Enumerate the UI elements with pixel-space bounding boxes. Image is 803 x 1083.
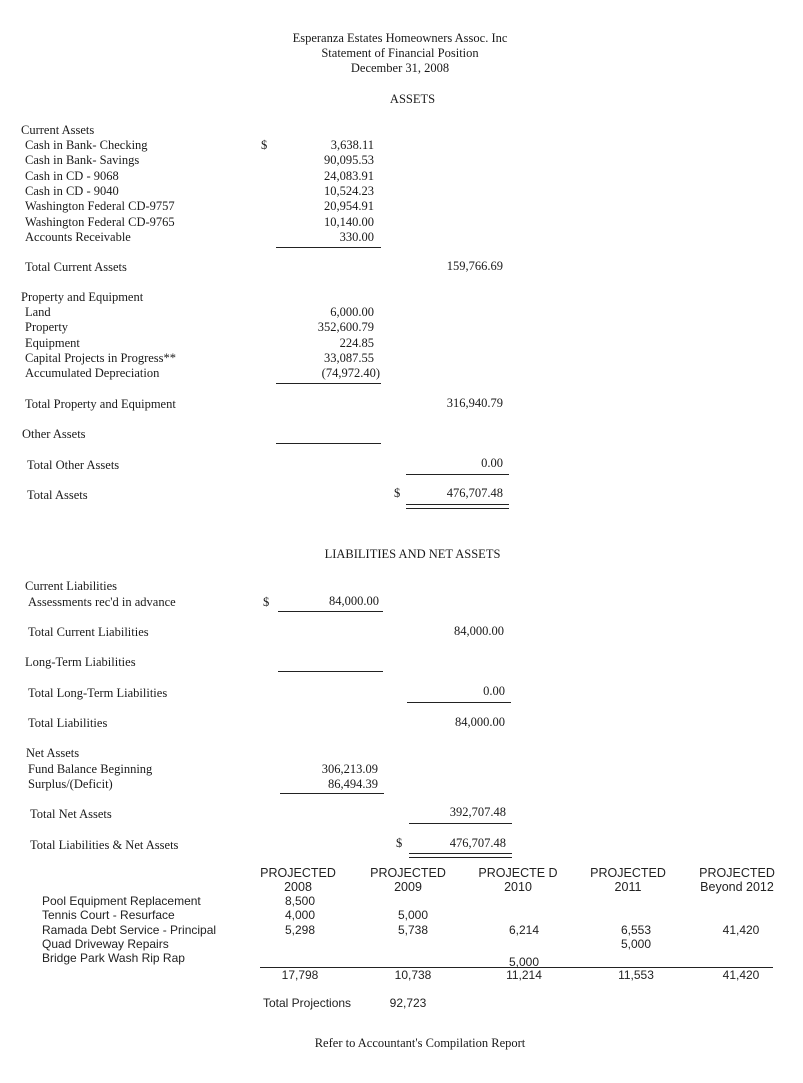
total-other-assets-value: 0.00 xyxy=(481,456,503,470)
projection-value: 5,000 xyxy=(508,955,540,970)
line-item-label: Cash in Bank- Checking xyxy=(25,138,148,152)
subtotal-rule xyxy=(276,383,381,384)
total-property-value: 316,940.79 xyxy=(446,396,503,410)
line-item-label: Capital Projects in Progress** xyxy=(25,350,177,365)
projections-total-rule xyxy=(260,967,773,968)
projection-column-total: 10,738 xyxy=(394,968,432,982)
line-item-amount: 330.00 xyxy=(339,229,374,244)
liabilities-heading: LIABILITIES AND NET ASSETS xyxy=(324,547,501,561)
line-item-label: Property xyxy=(25,320,69,335)
line-item-amount: 20,954.91 xyxy=(324,199,374,214)
total-long-term-value: 0.00 xyxy=(483,684,505,698)
projection-item-label: Ramada Debt Service - Principal xyxy=(42,922,217,937)
line-item-amount: 352,600.79 xyxy=(317,320,374,335)
grand-total-currency: $ xyxy=(396,836,403,850)
line-item-amount: 10,524.23 xyxy=(324,183,374,198)
total-property-label: Total Property and Equipment xyxy=(25,397,176,411)
subtotal-rule xyxy=(276,247,381,248)
subtotal-rule xyxy=(280,793,384,794)
line-item-amount: 224.85 xyxy=(339,335,374,350)
currency-symbol: $ xyxy=(261,138,268,152)
line-item-amount: 10,140.00 xyxy=(324,214,374,229)
column-header-line2: Beyond 2012 xyxy=(700,880,774,894)
grand-total-label: Total Liabilities & Net Assets xyxy=(30,838,179,852)
total-projections-label: Total Projections xyxy=(263,996,352,1010)
line-item-label: Washington Federal CD-9765 xyxy=(25,214,175,229)
total-rule xyxy=(406,474,509,475)
total-assets-label: Total Assets xyxy=(27,488,88,502)
total-assets-value: 476,707.48 xyxy=(446,486,503,500)
projection-column-total: 41,420 xyxy=(722,968,760,982)
total-rule xyxy=(409,823,512,824)
total-rule xyxy=(407,702,511,703)
line-item-label: Accounts Receivable xyxy=(25,229,131,244)
net-assets-label: Net Assets xyxy=(26,746,80,760)
projection-value: 5,738 xyxy=(397,922,429,937)
assets-heading: ASSETS xyxy=(389,92,436,106)
assessments-value: 84,000.00 xyxy=(329,594,379,608)
subtotal-rule xyxy=(276,443,381,444)
projection-value: 4,000 xyxy=(284,908,316,923)
projection-value: 41,420 xyxy=(722,922,760,937)
total-net-assets-label: Total Net Assets xyxy=(30,807,112,821)
projection-item-label: Quad Driveway Repairs xyxy=(42,936,169,951)
column-header-line1: PROJECTED xyxy=(370,866,446,880)
footer-note: Refer to Accountant's Compilation Report xyxy=(314,1036,526,1050)
long-term-liabilities-label: Long-Term Liabilities xyxy=(25,655,136,669)
total-liabilities-label: Total Liabilities xyxy=(28,716,108,730)
projection-value: 5,298 xyxy=(284,922,316,937)
column-header-line2: 2008 xyxy=(284,880,312,894)
column-header-line2: 2010 xyxy=(504,880,532,894)
line-item-label: Fund Balance Beginning xyxy=(28,762,153,776)
projection-column-total: 11,553 xyxy=(618,968,654,982)
line-item-label: Accumulated Depreciation xyxy=(25,366,160,381)
column-header-line1: PROJECTED xyxy=(590,866,666,880)
line-item-amount: (74,972.40) xyxy=(321,366,380,381)
line-item-label: Land xyxy=(25,305,51,319)
column-header-line1: PROJECTED xyxy=(260,866,336,880)
property-equipment-label: Property and Equipment xyxy=(21,290,144,304)
line-item-label: Cash in CD - 9068 xyxy=(25,168,119,183)
projection-value: 5,000 xyxy=(397,908,429,923)
total-current-assets-label: Total Current Assets xyxy=(25,260,127,274)
assessments-label: Assessments rec'd in advance xyxy=(28,595,176,609)
line-item-amount: 6,000.00 xyxy=(330,305,374,319)
org-name: Esperanza Estates Homeowners Assoc. Inc xyxy=(292,31,508,45)
column-header-line2: 2009 xyxy=(394,880,422,894)
subtotal-rule xyxy=(278,611,383,612)
projection-column-total: 17,798 xyxy=(281,968,319,982)
total-liabilities-value: 84,000.00 xyxy=(455,715,505,729)
line-item-label: Surplus/(Deficit) xyxy=(28,777,113,792)
total-other-assets-label: Total Other Assets xyxy=(27,458,120,472)
projection-item-label: Tennis Court - Resurface xyxy=(42,908,175,923)
projection-value: 6,553 xyxy=(620,922,652,937)
other-assets-label: Other Assets xyxy=(22,427,86,441)
statement-date: December 31, 2008 xyxy=(350,61,450,75)
line-item-label: Cash in Bank- Savings xyxy=(25,153,140,168)
total-current-liabilities-value: 84,000.00 xyxy=(454,624,504,638)
projection-item-label: Bridge Park Wash Rip Rap xyxy=(42,951,185,966)
total-net-assets-value: 392,707.48 xyxy=(449,805,506,819)
line-item-label: Washington Federal CD-9757 xyxy=(25,199,175,214)
projection-value: 5,000 xyxy=(620,936,652,951)
line-item-label: Cash in CD - 9040 xyxy=(25,183,119,198)
line-item-amount: 306,213.09 xyxy=(321,762,378,776)
subtotal-rule xyxy=(278,671,383,672)
projection-item-label: Pool Equipment Replacement xyxy=(42,894,201,908)
line-item-amount: 90,095.53 xyxy=(324,153,374,168)
column-header-line2: 2011 xyxy=(614,880,642,894)
statement-title: Statement of Financial Position xyxy=(321,46,479,60)
total-current-assets-value: 159,766.69 xyxy=(446,259,503,273)
total-projections-value: 92,723 xyxy=(389,996,427,1010)
column-header-line1: PROJECTE D xyxy=(478,866,558,880)
line-item-amount: 86,494.39 xyxy=(328,777,378,792)
current-liabilities-label: Current Liabilities xyxy=(25,579,117,593)
total-long-term-label: Total Long-Term Liabilities xyxy=(28,686,168,700)
grand-total-value: 476,707.48 xyxy=(449,836,506,850)
double-total-rule xyxy=(406,504,509,509)
projection-column-total: 11,214 xyxy=(506,968,542,982)
total-current-liabilities-label: Total Current Liabilities xyxy=(28,625,149,639)
projection-value: 6,214 xyxy=(508,922,540,937)
line-item-amount: 33,087.55 xyxy=(324,350,374,365)
current-assets-label: Current Assets xyxy=(21,123,95,137)
line-item-amount: 3,638.11 xyxy=(330,138,374,152)
double-total-rule xyxy=(409,853,512,858)
line-item-label: Equipment xyxy=(25,335,80,350)
line-item-amount: 24,083.91 xyxy=(324,168,374,183)
column-header-line1: PROJECTED xyxy=(699,866,775,880)
total-assets-currency: $ xyxy=(394,486,401,500)
projection-value: 8,500 xyxy=(284,894,316,908)
assessments-currency: $ xyxy=(263,595,270,609)
